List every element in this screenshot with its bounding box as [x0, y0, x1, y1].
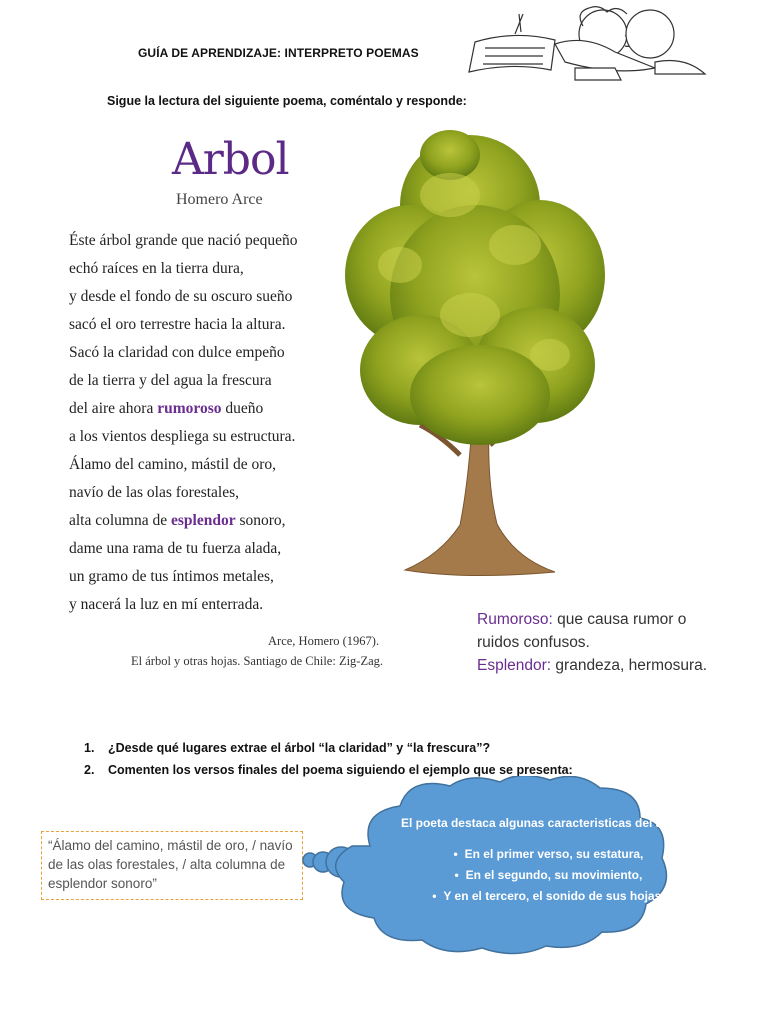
question-item: 2. Comenten los versos finales del poema siguiendo el ejemplo que se presenta: — [84, 763, 573, 777]
poem-line: a los vientos despliega su estructura. — [69, 428, 296, 445]
citation-author: Arce, Homero (1967). — [268, 634, 380, 648]
highlighted-word: esplendor — [171, 512, 236, 529]
poem-line: Éste árbol grande que nació pequeño — [69, 232, 298, 249]
poem-line: navío de las olas forestales, — [69, 484, 240, 501]
cloud-bullet-item: • Y en el tercero, el sonido de sus hojas. — [400, 886, 690, 907]
cloud-bullet-item: • En el segundo, su movimiento, — [400, 865, 690, 886]
poem-line: dame una rama de tu fuerza alada, — [69, 540, 282, 557]
poem-line: Álamo del camino, mástil de oro, — [69, 456, 277, 473]
bullet-icon: • — [453, 847, 458, 861]
poem-line: sacó el oro terrestre hacia la altura. — [69, 316, 286, 333]
glossary-entry-cont: ruidos confusos. — [477, 634, 590, 651]
page-title: GUÍA DE APRENDIZAJE: INTERPRETO POEMAS — [138, 46, 419, 60]
cloud-text — [400, 814, 690, 907]
poem-line: un gramo de tus íntimos metales, — [69, 568, 274, 585]
poem-body — [69, 227, 298, 619]
poem-line: del aire ahora rumoroso dueño — [69, 400, 264, 417]
glossary — [477, 608, 707, 677]
question-item: 1. ¿Desde qué lugares extrae el árbol “la claridad” y “la frescura”? — [84, 741, 491, 755]
glossary-term: Esplendor: — [477, 657, 552, 674]
highlighted-word: rumoroso — [157, 400, 222, 417]
cloud-intro: El poeta destaca algunas caracteristicas del árbol: — [400, 816, 690, 830]
cloud-bullet-item: • En el primer verso, su estatura, — [400, 844, 690, 865]
poem-title: Arbol — [172, 134, 289, 185]
poem-line: alta columna de esplendor sonoro, — [69, 512, 286, 529]
poem-line: Sacó la claridad con dulce empeño — [69, 344, 285, 361]
bullet-icon: • — [454, 868, 459, 882]
citation-book: El árbol y otras hojas. Santiago de Chile: Zig-Zag. — [131, 654, 384, 668]
bullet-icon: • — [432, 889, 437, 903]
student-writing-icon — [455, 4, 760, 84]
instruction-text: Sigue la lectura del siguiente poema, coméntalo y responde: — [107, 94, 467, 108]
glossary-entry: Esplendor: grandeza, hermosura. — [477, 657, 708, 674]
poem-author: Homero Arce — [176, 191, 263, 208]
tree-icon — [340, 125, 615, 585]
glossary-term: Rumoroso: — [477, 611, 553, 628]
poem-line: y nacerá la luz en mí enterrada. — [69, 596, 264, 613]
glossary-entry: Rumoroso: que causa rumor o — [477, 611, 687, 628]
poem-line: de la tierra y del agua la frescura — [69, 372, 272, 389]
poem-line: echó raíces en la tierra dura, — [69, 260, 244, 277]
questions-list — [84, 737, 573, 781]
quote-box: “Álamo del camino, mástil de oro, / navío de las olas forestales, / alta columna de esplendor sonoro” — [41, 831, 303, 900]
poem-line: y desde el fondo de su oscuro sueño — [69, 288, 293, 305]
